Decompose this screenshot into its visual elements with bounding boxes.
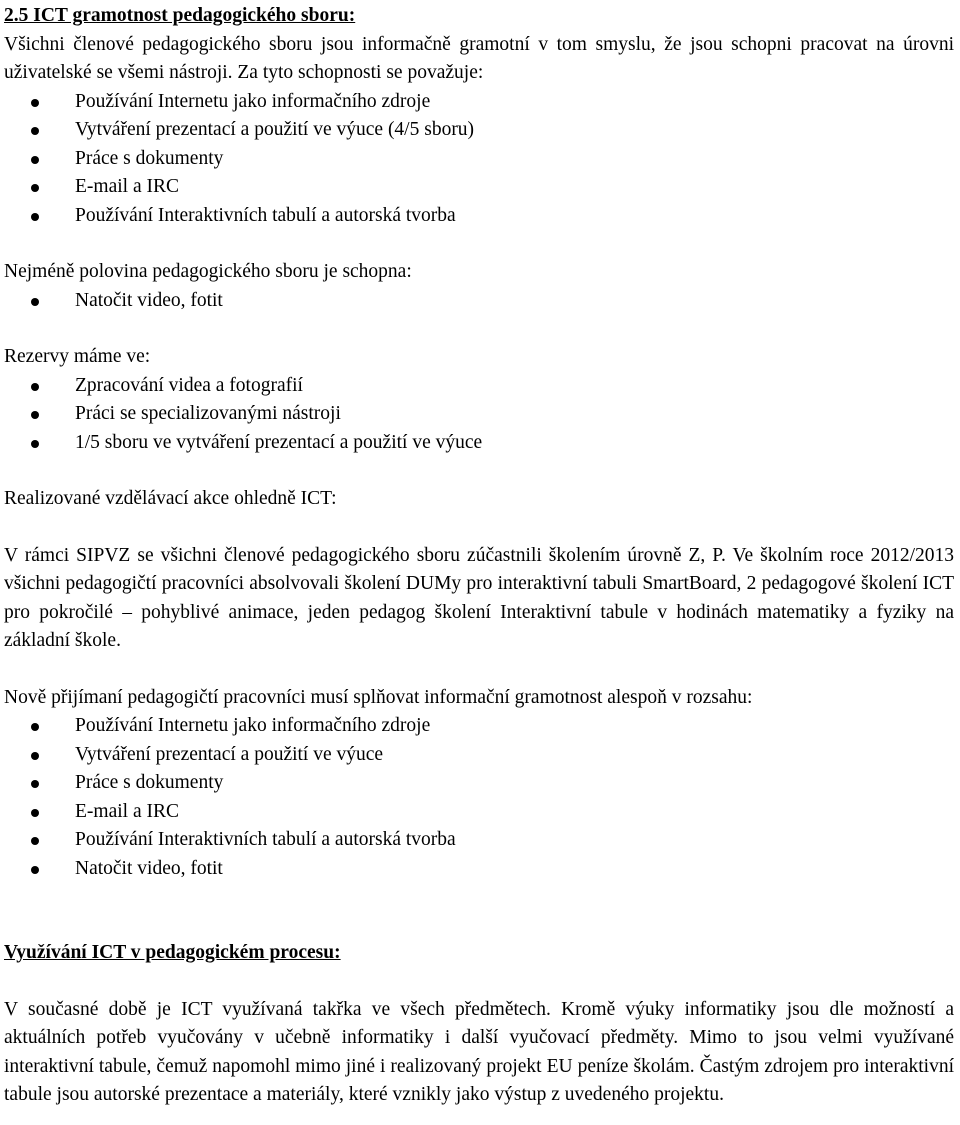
- list-item-text: 1/5 sboru ve vytváření prezentací a použití ve výuce: [75, 431, 483, 453]
- list-item: [4, 826, 954, 855]
- list-item-text: E-mail a IRC: [75, 800, 179, 822]
- section-heading-ict-literacy: 2.5 ICT gramotnost pedagogického sboru:: [4, 5, 356, 26]
- new-staff-intro: Nově přijímaní pedagogičtí pracovníci musí splňovat informační gramotnost alespoň v rozsahu:: [4, 686, 753, 708]
- ict-usage-paragraph: V současné době je ICT využívaná takřka ve všech předmětech. Kromě výuky informatiky jsou dle možností a aktuálních potřeb vyučovány v učebně informatiky i další vyučovací předměty. Mimo to jsou velmi využívané interaktivní tabule, čemuž napomohl mimo jiné i realizovaný projekt EU peníze školám. Častým zdrojem pro interaktivní tabule jsou autorské prezentace a materiály, které vznikly jako výstup z uvedeného projektu.: [4, 998, 954, 1105]
- half-staff-list: [4, 287, 954, 316]
- spacer: [4, 315, 954, 343]
- list-item-text: Používání Internetu jako informačního zdroje: [75, 715, 431, 736]
- half-staff-intro: Nejméně polovina pedagogického sboru je schopna:: [4, 261, 412, 282]
- list-item-text: Používání Interaktivních tabulí a autorská tvorba: [75, 829, 456, 850]
- list-item-text: Používání Interaktivních tabulí a autorská tvorba: [75, 204, 456, 226]
- list-item: [4, 855, 954, 884]
- list-item-text: E-mail a IRC: [75, 176, 179, 197]
- list-item: [4, 400, 954, 429]
- training-intro: Realizované vzdělávací akce ohledně ICT:: [4, 488, 337, 509]
- bullet-icon: [31, 780, 39, 788]
- document-page: [4, 2, 954, 1110]
- list-item: [4, 116, 954, 145]
- list-item-text: Zpracování videa a fotografií: [75, 374, 303, 396]
- list-item: [4, 145, 954, 174]
- bullet-icon: [31, 866, 39, 874]
- list-item: [4, 202, 954, 231]
- ict-literacy-intro: Všichni členové pedagogického sboru jsou informačně gramotní v tom smyslu, že jsou schopni pracovat na úrovni uživatelské se všemi nástroji. Za tyto schopnosti se považuje:: [4, 33, 954, 83]
- bullet-icon: [31, 809, 39, 817]
- spacer: [4, 514, 954, 542]
- bullet-icon: [31, 213, 39, 221]
- bullet-icon: [31, 411, 39, 419]
- bullet-icon: [31, 298, 39, 306]
- list-item: [4, 372, 954, 401]
- spacer: [4, 968, 954, 996]
- bullet-icon: [31, 156, 39, 164]
- list-item-text: Vytváření prezentací a použití ve výuce (4/5 sboru): [75, 119, 475, 140]
- spacer: [4, 883, 954, 939]
- list-item: [4, 712, 954, 741]
- list-item-text: Práce s dokumenty: [75, 147, 224, 169]
- section-heading-ict-usage: Využívání ICT v pedagogickém procesu:: [4, 942, 341, 963]
- bullet-icon: [31, 723, 39, 731]
- bullet-icon: [31, 752, 39, 760]
- list-item-text: Natočit video, fotit: [75, 289, 223, 311]
- list-item: [4, 88, 954, 117]
- spacer: [4, 457, 954, 485]
- bullet-icon: [31, 440, 39, 448]
- spacer: [4, 230, 954, 258]
- list-item: [4, 173, 954, 202]
- list-item: [4, 741, 954, 770]
- new-staff-list: [4, 712, 954, 883]
- reserves-intro: Rezervy máme ve:: [4, 346, 151, 367]
- list-item: [4, 429, 954, 458]
- list-item-text: Vytváření prezentací a použití ve výuce: [75, 743, 384, 765]
- spacer: [4, 656, 954, 684]
- bullet-icon: [31, 99, 39, 107]
- list-item-text: Natočit video, fotit: [75, 857, 223, 879]
- list-item-text: Práce s dokumenty: [75, 772, 224, 793]
- skills-list: [4, 88, 954, 231]
- bullet-icon: [31, 837, 39, 845]
- list-item: [4, 769, 954, 798]
- bullet-icon: [31, 383, 39, 391]
- list-item-text: Používání Internetu jako informačního zdroje: [75, 90, 431, 112]
- list-item: [4, 287, 954, 316]
- list-item: [4, 798, 954, 827]
- bullet-icon: [31, 127, 39, 135]
- training-paragraph: V rámci SIPVZ se všichni členové pedagogického sboru zúčastnili školením úrovně Z, P. Ve školním roce 2012/2013 všichni pedagogičtí pracovníci absolvovali školení DUMy pro interaktivní tabuli SmartBoard, 2 pedagogové školení ICT pro pokročilé – pohyblivé animace, jeden pedagog školení Interaktivní tabule v hodinách matematiky a fyziky na základní škole.: [4, 544, 954, 651]
- list-item-text: Práci se specializovanými nástroji: [75, 403, 341, 424]
- bullet-icon: [31, 184, 39, 192]
- reserves-list: [4, 372, 954, 458]
